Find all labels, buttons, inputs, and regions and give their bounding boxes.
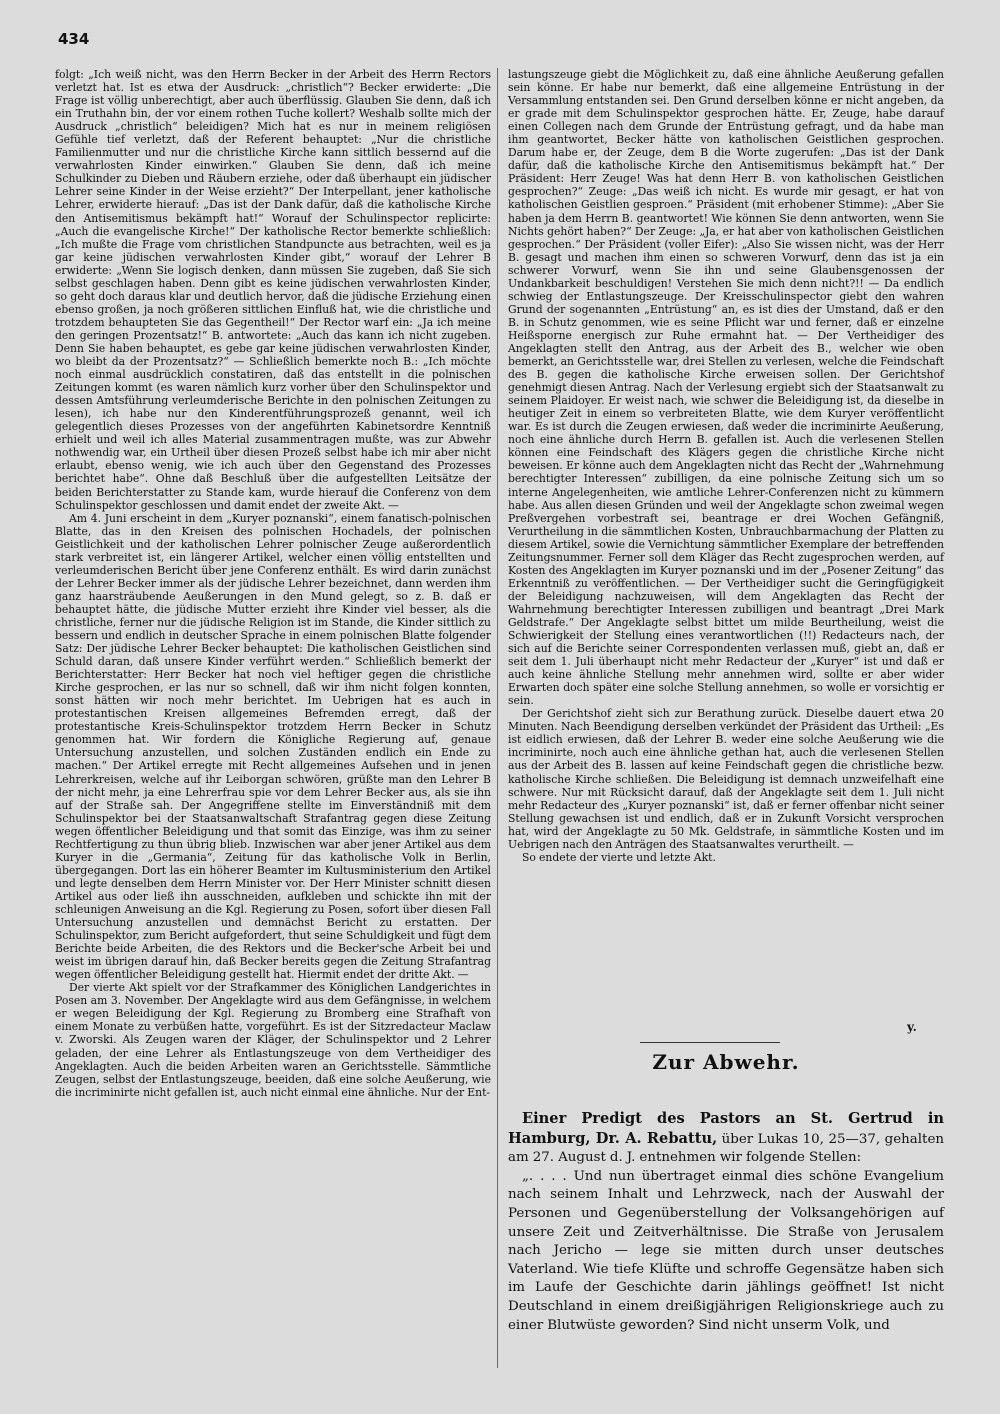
section-body bbox=[508, 1110, 944, 1335]
right-paragraph-2: Der Gerichtshof zieht sich zur Berathung zurück. Dieselbe dauert etwa 20 Minuten. Nach Beendigung derselben verkündet der Präsident das Urtheil: „Es ist eidlich erwiesen, daß der Lehrer B. weder eine solche Aeußerung wie die incriminirte, noch auch eine ähnliche gethan hat, auch die verlesenen Stellen aus der Arbeit des B. lassen auf keine Feindschaft gegen die christliche bezw. katholische Kirche schließen. Die Beleidigung ist demnach unzweifelhaft eine schwere. Nur mit Rücksicht darauf, daß der Angeklagte seit dem 1. Juli nicht mehr Redacteur des „Kuryer poznanski“ ist, daß er ferner offenbar nicht seiner Stellung gewachsen ist und endlich, daß er in Zukunft Vorsicht versprochen hat, wird der Angeklagte zu 50 Mk. Geldstrafe, in sämmtliche Kosten und im Uebrigen nach den Anträgen des Staatsanwaltes verurtheilt. — bbox=[508, 707, 944, 851]
right-column bbox=[508, 68, 944, 864]
column-divider bbox=[497, 68, 498, 1368]
section-lead-rest: über Lukas 10, 25—37, gehalten am 27. August d. J. entnehmen wir folgende Stellen: bbox=[508, 1131, 944, 1166]
section-heading: Zur Abwehr. bbox=[652, 1050, 800, 1074]
section-rule bbox=[640, 1042, 780, 1043]
section-quote: „. . . . Und nun übertraget einmal dies schöne Evangelium nach seinem Inhalt und Lehrzweck, nach der Auswahl der Personen und Gegenüberstellung der Volksangehörigen auf unsere Zeit und Zeitverhältnisse. Die Straße von Jerusalem nach Jericho — lege sie mitten durch unser deutsches Vaterland. Wie tiefe Klüfte und schroffe Gegensätze haben sich im Laufe der Geschichte darin jählings geöffnet! Ist nicht Deutschland in einem dreißigjährigen Religionskriege auch zu einer Blutwüste geworden? Sind nicht unserm Volk, und bbox=[508, 1168, 944, 1333]
signature: y. bbox=[907, 1020, 917, 1034]
page-number: 434 bbox=[58, 30, 90, 48]
right-paragraph-3: So endete der vierte und letzte Akt. bbox=[522, 850, 716, 864]
left-paragraph-1: folgt: „Ich weiß nicht, was den Herrn Becker in der Arbeit des Herrn Rectors verletzt hat. Ist es etwa der Ausdruck: „christlich“? Becker erwiderte: „Die Frage ist völlig unberechtigt, aber auch überflüssig. Glauben Sie denn, daß ich ein Truthahn bin, der vor einem rothen Tuche kollert? Weshalb sollte mich der Ausdruck „christlich“ beleidigen? Mich hat es nur in meinem religiösen Gefühle tief verletzt, daß der Referent behauptet: „Nur die christliche Familienmutter und nur die christliche Kirche kann sittlich bessernd auf die verwahrlosten Kinder einwirken.“ Glauben Sie denn, daß ich meine Schulkinder zu Dieben und Räubern erziehe, oder daß überhaupt ein jüdischer Lehrer seine Kinder in der Weise erzieht?“ Der Interpellant, jener katholische Lehrer, erwiderte hierauf: „Das ist der Dank dafür, daß die katholische Kirche den Antisemitismus bekämpft hat!“ Worauf der Schulinspector replicirte: „Auch die evangelische Kirche!“ Der katholische Rector bemerkte schließlich: „Ich mußte die Frage vom christlichen Standpuncte aus betrachten, weil es ja gar keine jüdischen verwahrlosten Kinder gibt,“ worauf der Lehrer B erwiderte: „Wenn Sie logisch denken, dann müssen Sie zugeben, daß Sie sich selbst geschlagen haben. Denn gibt es keine jüdischen verwahrlosten Kinder, so geht doch daraus klar und deutlich hervor, daß die jüdische Erziehung einen ebenso großen, ja noch größeren sittlichen Einfluß hat, wie die christliche und trotzdem behaupteten Sie das Gegentheil!“ Der Rector warf ein: „Ja ich meine den geringen Prozentsatz!“ B. antwortete: „Auch das kann ich nicht zugeben. Denn Sie haben behauptet, es gebe gar keine jüdischen verwahrlosten Kinder, wo bleibt da der Prozentsatz?“ — Schließlich bemerkte noch B.: „Ich möchte noch einmal ausdrücklich constatiren, daß das entstellt in die polnischen Zeitungen kommt (es waren nämlich kurz vorher über den Schulinspektor und dessen Amtsführung verleumderische Berichte in den polnischen Zeitungen zu lesen), ich habe nur den Kinderentführungsprozeß genannt, weil ich gelegentlich dieses Prozesses von der angeführten Kabinetsordre Kenntniß erhielt und weil ich alles Material zusammentragen mußte, was zur Abwehr nothwendig war, ein Urtheil über diesen Prozeß selbst habe ich mir aber nicht erlaubt, ebenso wenig, wie ich auch über den Gegenstand des Prozesses berichtet habe“. Ohne daß Beschluß über die aufgestellten Leitsätze der beiden Berichterstatter zu Stande kam, wurde hierauf die Conferenz von dem Schulinspektor geschlossen und damit endet der zweite Akt. — bbox=[55, 68, 491, 512]
right-paragraph-1: lastungszeuge giebt die Möglichkeit zu, daß eine ähnliche Aeußerung gefallen sein könne. Er habe nur bemerkt, daß eine allgemeine Entrüstung in der Versammlung entstanden sei. Den Grund derselben könne er nicht angeben, da er grade mit dem Schulinspektor gesprochen hätte. Er, Zeuge, habe darauf einen Collegen nach dem Grunde der Entrüstung gefragt, und da habe man ihm geantwortet, Becker hätte von katholischen Geistlichen gesprochen. Darum habe er, der Zeuge, dem B die Worte zugerufen: „Das ist der Dank dafür, daß die katholische Kirche den Antisemitismus bekämpft hat.“ Der Präsident: Herr Zeuge! Was hat denn Herr B. von katholischen Geistlichen gesprochen?“ Zeuge: „Das weiß ich nicht. Es wurde mir gesagt, er hat von katholischen Geistlien gesproen.“ Präsident (mit erhobener Stimme): „Aber Sie haben ja dem Herrn B. geantwortet! Wie können Sie denn antworten, wenn Sie Nichts gehört haben?“ Der Zeuge: „Ja, er hat aber von katholischen Geistlichen gesprochen.“ Der Präsident (voller Eifer): „Also Sie wissen nicht, was der Herr B. gesagt und machen ihm einen so schweren Vorwurf, denn das ist ja ein schwerer Vorwurf, wenn Sie ihn und seine Glaubensgenossen der Undankbarkeit beschuldigen! Verstehen Sie mich denn nicht?!! — Da endlich schwieg der Entlastungszeuge. Der Kreisschulinspector giebt den wahren Grund der sogenannten „Entrüstung“ an, es ist dies der Umstand, daß er den B. in Schutz genommen, wie es seine Pflicht war und ferner, daß er einzelne Heißsporne energisch zur Ruhe ermahnt hat. — Der Vertheidiger des Angeklagten stellt den Antrag, aus der Arbeit des B., welcher wie oben bemerkt, an Gerichtsstelle war, drei Stellen zu verlesen, welche die Feindschaft des B. gegen die katholische Kirche erweisen sollen. Der Gerichtshof genehmigt diesen Antrag. Nach der Verlesung ergiebt sich der Staatsanwalt zu seinem Plaidoyer. Er weist nach, wie schwer die Beleidigung ist, da dieselbe in heutiger Zeit in einem so verbreiteten Blatte, wie dem Kuryer veröffentlicht war. Es ist durch die Zeugen erwiesen, daß weder die incriminirte Aeußerung, noch eine ähnliche durch Herrn B. gefallen ist. Auch die verlesenen Stellen können eine Feindschaft des Klägers gegen die christliche Kirche nicht beweisen. Er könne auch dem Angeklagten nicht das Recht der „Wahrnehmung berechtigter Interessen“ zubilligen, da eine polnische Zeitung sich um so interne Angelegenheiten, wie amtliche Lehrer-Conferenzen nicht zu kümmern habe. Aus allen diesen Gründen und weil der Angeklagte schon zweimal wegen Preßvergehen vorbestraft sei, beantrage er drei Wochen Gefängniß, Verurtheilung in die sämmtlichen Kosten, Unbrauchbarmachung der Platten zu diesem Artikel, sowie die Vernichtung sämmtlicher Exemplare der betreffenden Zeitungsnummer. Ferner soll dem Kläger das Recht zugesprochen werden, auf Kosten des Angeklagten im Kuryer poznanski und im der „Posener Zeitung“ das Erkenntniß zu veröffentlichen. — Der Vertheidiger sucht die Geringfügigkeit der Beleidigung nachzuweisen, will dem Angeklagten das Recht der Wahrnehmung berechtigter Interessen zubilligen und beantragt „Drei Mark Geldstrafe.“ Der Angeklagte selbst bittet um milde Beurtheilung, weist die Schwierigkeit der Stellung eines verantwortlichen (!!) Redacteurs nach, der sich auf die Berichte seiner Correspondenten verlassen muß, giebt an, daß er seit dem 1. Juli überhaupt nicht mehr Redacteur der „Kuryer“ ist und daß er auch keine ähnliche Stellung mehr annehmen wird, sollte er aber wider Erwarten doch später eine solche Stellung annehmen, so wolle er vorsichtig er sein. bbox=[508, 68, 944, 708]
section-lead: Einer Predigt des Pastors an St. Gertrud in Hamburg, Dr. A. Rebattu, bbox=[508, 1110, 944, 1147]
left-paragraph-2: Am 4. Juni erscheint in dem „Kuryer poznanski“, einem fanatisch-polnischen Blatte, das in den Kreisen des polnischen Hochadels, der polnischen Geistlichkeit und der katholischen Lehrer polnischer Zeuge außerordentlich stark verbreitet ist, ein längerer Artikel, welcher einen völlig entstellten und verleumderischen Bericht über jene Conferenz enthält. Es wird darin zunächst der Lehrer Becker immer als der jüdische Lehrer bezeichnet, dann werden ihm ganz haarsträubende Aeußerungen in den Mund gelegt, so z. B. daß er behauptet hätte, die jüdische Mutter erzieht ihre Kinder viel besser, als die christliche, ferner nur die jüdische Religion ist im Stande, die Kinder sittlich zu bessern und endlich in deutscher Sprache in einem polnischen Blatte folgender Satz: Der jüdische Lehrer Becker behauptet: Die katholischen Geistlichen sind Schuld daran, daß unsere Kinder verführt werden.“ Schließlich bemerkt der Berichterstatter: Herr Becker hat noch viel heftiger gegen die christliche Kirche gesprochen, er las nur so schnell, daß wir ihm nicht folgen konnten, sonst hätten wir noch mehr berichtet. Im Uebrigen hat es auch in protestantischen Kreisen allgemeines Befremden erregt, daß der protestantische Kreis-Schulinspektor trotzdem Herrn Becker in Schutz genommen hat. Wir fordern die Königliche Regierung auf, genaue Untersuchung anzustellen, und solchen Zuständen endlich ein Ende zu machen.“ Der Artikel erregte mit Recht allgemeines Aufsehen und in jenen Lehrerkreisen, welche auf ihr Leiborgan schwören, grüßte man den Lehrer B der nicht mehr, ja eine Lehrerfrau spie vor dem Lehrer Becker aus, als sie ihn auf der Straße sah. Der Angegriffene stellte im Einverständniß mit dem Schulinspektor bei der Staatsanwaltschaft Strafantrag gegen diese Zeitung wegen öffentlicher Beleidigung und that somit das Einzige, was ihm zu seiner Rechtfertigung zu thun übrig blieb. Inzwischen war aber jener Artikel aus dem Kuryer in die „Germania“, Zeitung für das katholische Volk in Berlin, übergegangen. Dort las ein höherer Beamter im Kultusministerium den Artikel und legte denselben dem Herrn Minister vor. Der Herr Minister schnitt diesen Artikel aus oder ließ ihn ausschneiden, aufkleben und schickte ihn mit der schleunigen Anweisung an die Kgl. Regierung zu Posen, sofort über diesen Fall Untersuchung anzustellen und demnächst Bericht zu erstatten. Der Schulinspektor, zum Bericht aufgefordert, thut seine Schuldigkeit und fügt dem Berichte beide Arbeiten, die des Rektors und die Becker'sche Arbeit bei und weist im übrigen darauf hin, daß Becker bereits gegen die Zeitung Strafantrag wegen öffentlicher Beleidigung gestellt hat. Hiermit endet der dritte Akt. — bbox=[55, 511, 491, 982]
left-column bbox=[55, 68, 491, 1099]
left-paragraph-3: Der vierte Akt spielt vor der Strafkammer des Königlichen Landgerichtes in Posen am 3. November. Der Angeklagte wird aus dem Gefängnisse, in welchem er wegen Beleidigung der Kgl. Regierung zu Bromberg eine Strafhaft von einem Monate zu verbüßen hatte, vorgeführt. Es ist der Sitzredacteur Maclaw v. Zworski. Als Zeugen waren der Kläger, der Schulinspektor und 2 Lehrer geladen, der eine Lehrer als Entlastungszeuge von dem Vertheidiger des Angeklagten. Auch die beiden Arbeiten waren an Gerichtsstelle. Sämmtliche Zeugen, selbst der Entlastungszeuge, beeiden, daß eine solche Aeußerung, wie die incriminirte nicht gefallen ist, auch nicht einmal eine ähnliche. Nur der Ent- bbox=[55, 981, 491, 1099]
section-intro bbox=[508, 1110, 944, 1168]
